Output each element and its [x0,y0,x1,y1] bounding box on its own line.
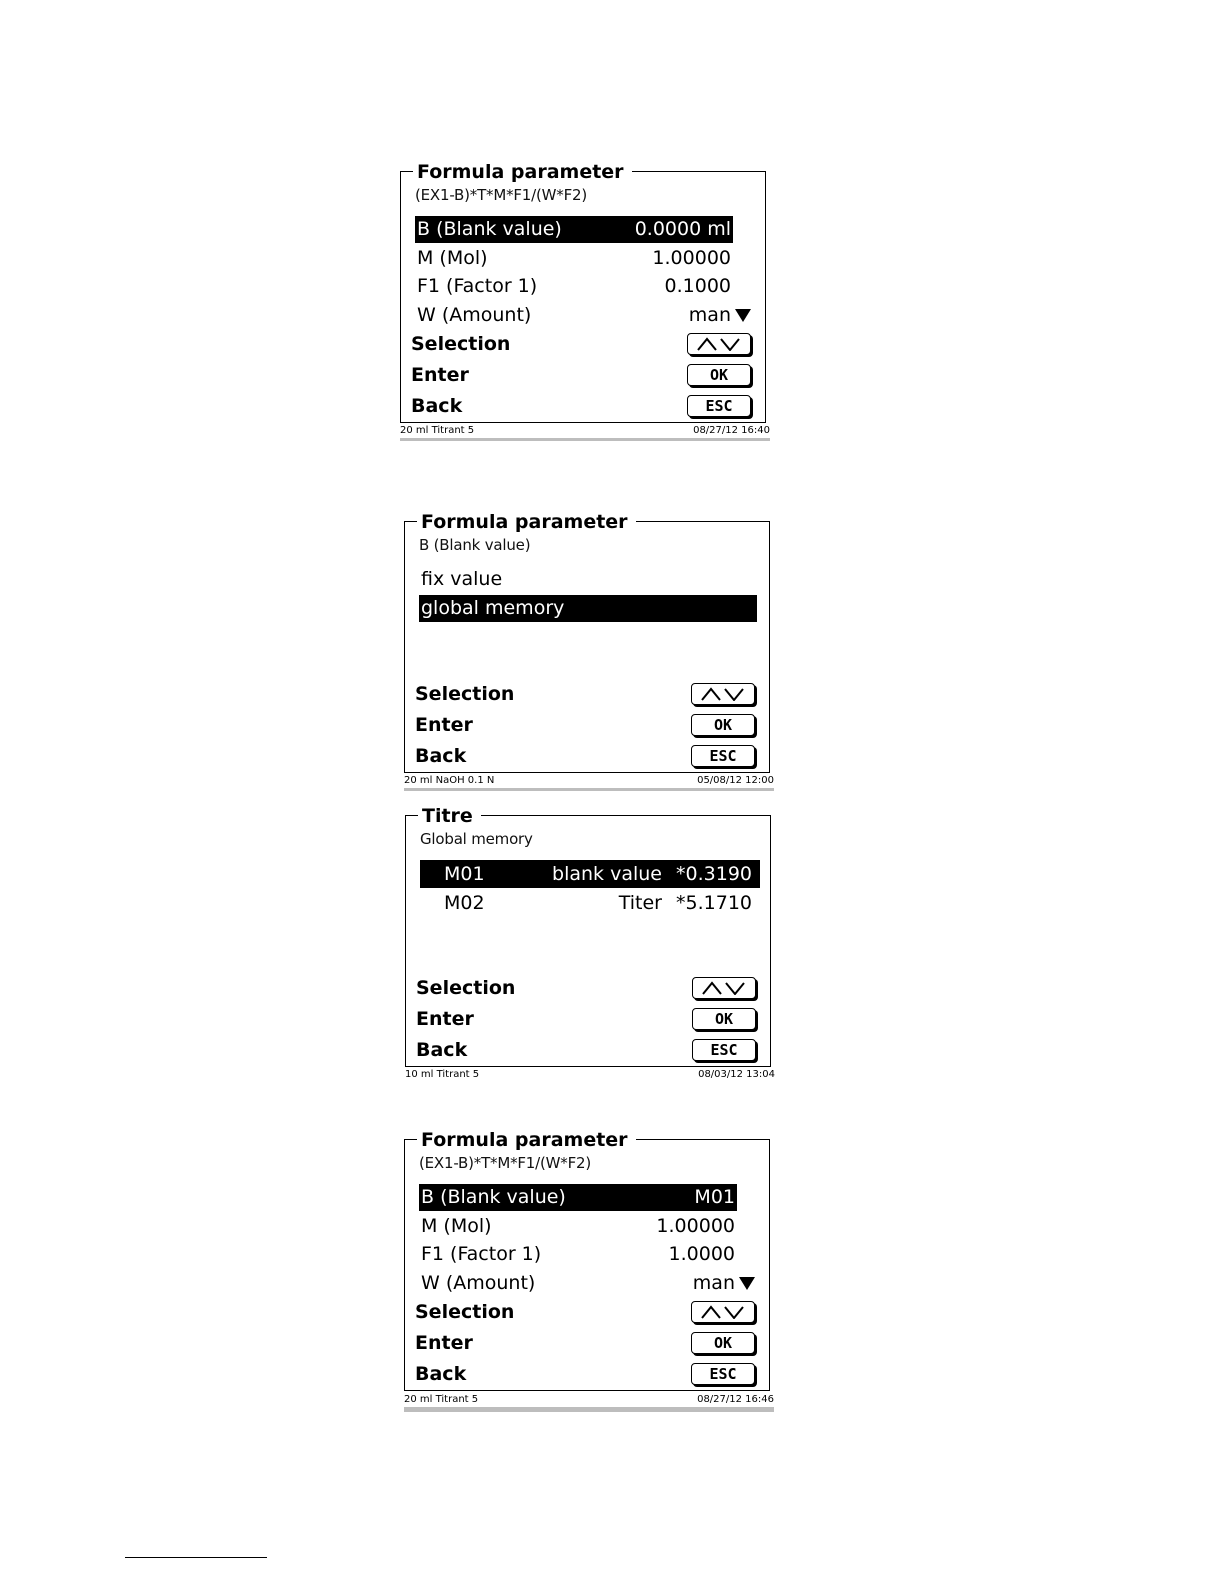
up-down-key[interactable] [687,333,751,355]
param-value-dropdown[interactable] [693,1270,755,1297]
screen-title: Titre [418,806,481,826]
screen-frame [405,805,771,1067]
screen-frame [404,1129,770,1391]
status-bar [404,1393,774,1412]
formula-subtitle: (EX1-B)*T*M*F1/(W*F2) [415,186,588,204]
ok-key[interactable]: OK [687,364,751,386]
status-bar [404,774,774,791]
status-datetime: 05/08/12 12:00 [697,775,774,786]
enter-label: Enter [411,364,469,386]
status-datetime: 08/03/12 13:04 [698,1069,775,1080]
param-value: 0.1000 [664,275,731,297]
status-datetime: 08/27/12 16:46 [697,1394,774,1405]
key-row-selection [416,974,760,1002]
esc-key[interactable]: ESC [691,745,755,767]
param-row-amount[interactable] [419,1270,757,1297]
up-down-key[interactable] [691,683,755,705]
param-value: 1.0000 [668,1243,735,1265]
param-label: W (Amount) [421,1272,536,1294]
esc-key[interactable]: ESC [687,395,751,417]
ok-key[interactable]: OK [691,1332,755,1354]
param-label: M (Mol) [417,247,488,269]
status-datetime: 08/27/12 16:40 [693,425,770,436]
param-label: F1 (Factor 1) [417,275,538,297]
status-reagent: 20 ml Titrant 5 [400,425,475,436]
memory-value: *5.1710 [676,892,752,914]
param-row-blank-value[interactable] [415,216,733,243]
param-row-mol[interactable] [415,245,733,272]
dropdown-arrow-icon [739,1277,755,1290]
param-label: W (Amount) [417,304,532,326]
status-bar [405,1068,775,1085]
key-row-back [415,742,759,770]
param-value: 1.00000 [652,247,731,269]
param-row-blank-value[interactable] [419,1184,737,1211]
selection-label: Selection [415,1301,515,1323]
up-down-key[interactable] [692,977,756,999]
screen-formula-parameter-2 [404,1130,774,1414]
option-global-memory[interactable] [419,595,757,622]
screen-frame [400,161,766,423]
enter-label: Enter [415,714,473,736]
dropdown-value: man [688,304,731,326]
key-row-back [416,1036,760,1064]
status-reagent: 10 ml Titrant 5 [405,1069,480,1080]
key-row-back [415,1360,759,1388]
enter-label: Enter [416,1008,474,1030]
dropdown-arrow-icon [735,309,751,322]
esc-key[interactable]: ESC [691,1363,755,1385]
key-row-enter [415,711,759,739]
key-row-selection [415,680,759,708]
param-row-mol[interactable] [419,1213,737,1240]
selection-label: Selection [415,683,515,705]
memory-row-m02[interactable] [420,889,760,917]
memory-id: M02 [444,892,485,914]
param-value: M01 [694,1186,735,1208]
esc-key[interactable]: ESC [692,1039,756,1061]
up-down-key[interactable] [691,1301,755,1323]
param-row-factor-1[interactable] [415,273,733,300]
back-label: Back [411,395,463,417]
param-row-factor-1[interactable] [419,1241,737,1268]
screen-title: Formula parameter [417,1130,636,1150]
option-label: global memory [421,597,565,619]
footnote-separator [125,1557,267,1558]
status-reagent: 20 ml NaOH 0.1 N [404,775,495,786]
param-label: B (Blank value) [417,218,562,240]
param-label: M (Mol) [421,1215,492,1237]
up-down-arrows-icon [696,337,742,351]
back-label: Back [415,1363,467,1385]
screen-formula-parameter-blank [404,512,774,792]
dropdown-value: man [692,1272,735,1294]
key-row-back [411,392,755,420]
memory-name: Titer [618,892,662,914]
memory-id: M01 [444,863,485,885]
param-value: 0.0000 ml [634,218,731,240]
memory-name: blank value [552,863,662,885]
key-row-selection [415,1298,759,1326]
ok-key[interactable]: OK [691,714,755,736]
formula-subtitle: (EX1-B)*T*M*F1/(W*F2) [419,1154,592,1172]
ok-key[interactable]: OK [692,1008,756,1030]
up-down-arrows-icon [701,981,747,995]
screen-titre-global-memory [405,806,775,1086]
key-row-enter [416,1005,760,1033]
parameter-subtitle: B (Blank value) [419,536,531,554]
key-row-enter [415,1329,759,1357]
screen-title: Formula parameter [413,162,632,182]
key-row-enter [411,361,755,389]
screen-formula-parameter-1 [400,162,770,442]
param-label: B (Blank value) [421,1186,566,1208]
screen-title: Formula parameter [417,512,636,532]
memory-row-m01[interactable] [420,860,760,888]
back-label: Back [416,1039,468,1061]
selection-label: Selection [416,977,516,999]
status-bar [400,424,770,441]
enter-label: Enter [415,1332,473,1354]
param-value: 1.00000 [656,1215,735,1237]
param-row-amount[interactable] [415,302,753,329]
up-down-arrows-icon [700,1305,746,1319]
status-reagent: 20 ml Titrant 5 [404,1394,479,1405]
option-fix-value[interactable] [419,566,757,593]
param-value-dropdown[interactable] [689,302,751,329]
param-label: F1 (Factor 1) [421,1243,542,1265]
up-down-arrows-icon [700,687,746,701]
back-label: Back [415,745,467,767]
key-row-selection [411,330,755,358]
memory-value: *0.3190 [676,863,752,885]
selection-label: Selection [411,333,511,355]
memory-subtitle: Global memory [420,830,533,848]
screen-frame [404,511,770,773]
option-label: fix value [421,568,503,590]
